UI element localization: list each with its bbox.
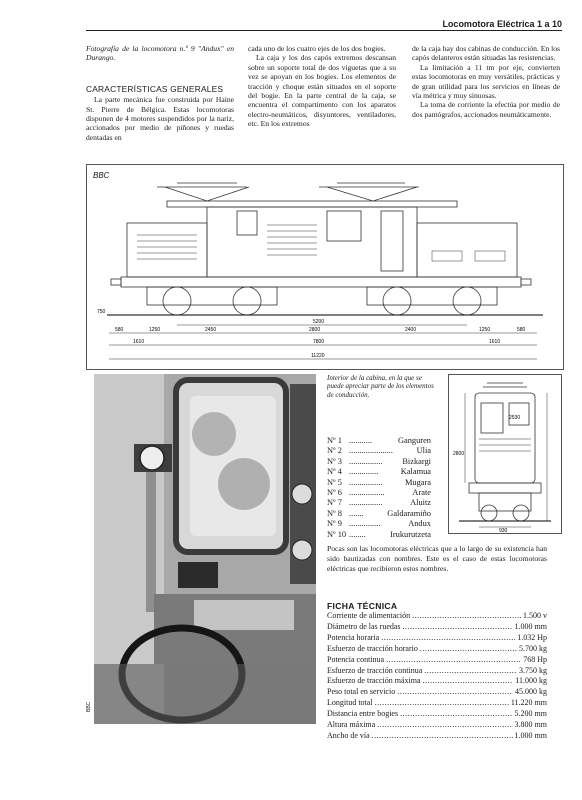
- list-item: Nº 6 ................. Arate: [327, 488, 431, 498]
- photo-credit: BBC: [86, 701, 92, 712]
- cabin-photo: [94, 374, 316, 724]
- dim-1250-left: 1250: [149, 327, 161, 333]
- list-item: Nº 10 ........ Irukurutzeta: [327, 529, 431, 539]
- cross-dim-2800: 2800: [453, 451, 465, 457]
- table-row: Distancia entre bogies ..... 5.200 mm: [327, 709, 547, 720]
- table-row: Potencia continua ..... 768 Hp: [327, 655, 547, 666]
- table-row: Diámetro de las ruedas ..... 1.000 mm: [327, 622, 547, 633]
- dim-1610-right: 1610: [489, 339, 501, 345]
- table-row: Ancho de vía ..... 1.000 mm: [327, 731, 547, 742]
- table-row: Corriente de alimentación ..... 1.500 v: [327, 611, 547, 622]
- table-row: Esfuerzo de tracción continua ..... 3.750 kg: [327, 666, 547, 677]
- cabin-caption: Interior de la cabina, en la que se puede apreciar parte de los elementos de conducción.: [327, 374, 434, 399]
- locomotive-drawing-svg: [87, 165, 563, 369]
- dim-7800: 7800: [313, 339, 325, 345]
- column-3-p1: de la caja hay dos cabinas de conducción. En los capós delanteros están situadas las resistencias.: [412, 44, 560, 63]
- dim-2450: 2450: [205, 327, 217, 333]
- running-title: Locomotora Eléctrica 1 a 10: [442, 19, 562, 29]
- locomotive-names-list: [327, 436, 431, 540]
- table-row: Esfuerzo de tracción horario ..... 5.700 kg: [327, 644, 547, 655]
- list-item: Nº 3 ................ Bizkargi: [327, 456, 431, 466]
- ficha-table: [327, 611, 547, 742]
- table-row: Peso total en servicio ..... 45.000 kg: [327, 687, 547, 698]
- column-1: [86, 44, 234, 142]
- dim-1610-left: 1610: [133, 339, 145, 345]
- list-item: Nº 4 .............. Kalamua: [327, 467, 431, 477]
- photo-caption-durango: Fotografía de la locomotora n.º 9 "Andux" en Durango.: [86, 44, 234, 63]
- dim-1250-right: 1250: [479, 327, 491, 333]
- column-3-p2: La limitación a 11 tm por eje, convierten estas locomotoras en muy versátiles, prácticas y de gran utilidad para los servicios en líneas de vía métrica y muy sinuosas.: [412, 62, 560, 101]
- table-row: Potencia horaria ..... 1.032 Hp: [327, 633, 547, 644]
- column-2-p1: cada uno de los cuatro ejes de los dos bogies.: [248, 44, 386, 53]
- dim-750: 750: [97, 309, 106, 315]
- column-2: [248, 44, 396, 129]
- list-item: Nº 8 ....... Galdaramiño: [327, 508, 431, 518]
- dim-580-left: 580: [115, 327, 124, 333]
- section-title: CARACTERÍSTICAS GENERALES: [86, 83, 224, 94]
- table-row: Esfuerzo de tracción máxima ..... 11.000 kg: [327, 676, 547, 687]
- table-row: Longitud total ..... 11.220 mm: [327, 698, 547, 709]
- locomotive-cross-section-drawing: [448, 374, 562, 534]
- list-item: Nº 1 ........... Ganguren: [327, 436, 431, 445]
- cross-dim-930: 930: [499, 528, 508, 533]
- list-item: Nº 7 ................ Aluitz: [327, 498, 431, 508]
- names-paragraph: Pocas son las locomotoras eléctricas que a lo largo de su existencia han sido bautizadas con nombres. Este es el caso de estas locomotoras eléctricas que recibieron estos nombres.: [327, 544, 547, 573]
- column-1-text: La parte mecánica fue construida por Haine St. Pierre de Bélgica. Estas locomotoras disponen de 4 motores suspendidos por la nariz, accionados por medio de piñones y ruedas dentadas en: [86, 95, 234, 142]
- ficha-title: FICHA TÉCNICA: [327, 601, 398, 611]
- column-3: [412, 44, 560, 119]
- dim-2800: 2800: [309, 327, 321, 333]
- dim-11220: 11220: [311, 353, 325, 359]
- table-row: Altura máxima ..... 3.800 mm: [327, 720, 547, 731]
- list-item: Nº 2 ..................... Ulia: [327, 446, 431, 456]
- list-item: Nº 5 ................ Mugara: [327, 477, 431, 487]
- dim-2400: 2400: [405, 327, 417, 333]
- list-item: Nº 9 ............... Andux: [327, 519, 431, 529]
- column-3-p3: La toma de corriente la efectúa por medio de dos pantógrafos, accionados neumáticamente.: [412, 100, 560, 119]
- drawing-label: BBC: [93, 171, 110, 180]
- cross-section-svg: [449, 375, 561, 533]
- dim-580-right: 580: [517, 327, 526, 333]
- locomotive-side-drawing: [86, 164, 564, 370]
- cross-dim-2530: 2530: [509, 415, 521, 421]
- header-rule: [86, 30, 562, 31]
- dim-5200: 5200: [313, 319, 325, 325]
- cabin-photo-svg: [94, 374, 316, 724]
- column-2-p2: La caja y los dos capós extremos descansan sobre un soporte total de dos viguetas que a su vez se apoyan en los bogies. Los elementos de tracción y choque están situados en el soporte del bogie. En la parte central de la caja, se encuentra el compartimento con los aparatos electro-neumáticos, disyuntores, ventiladores, etc. En los extremos: [248, 53, 396, 129]
